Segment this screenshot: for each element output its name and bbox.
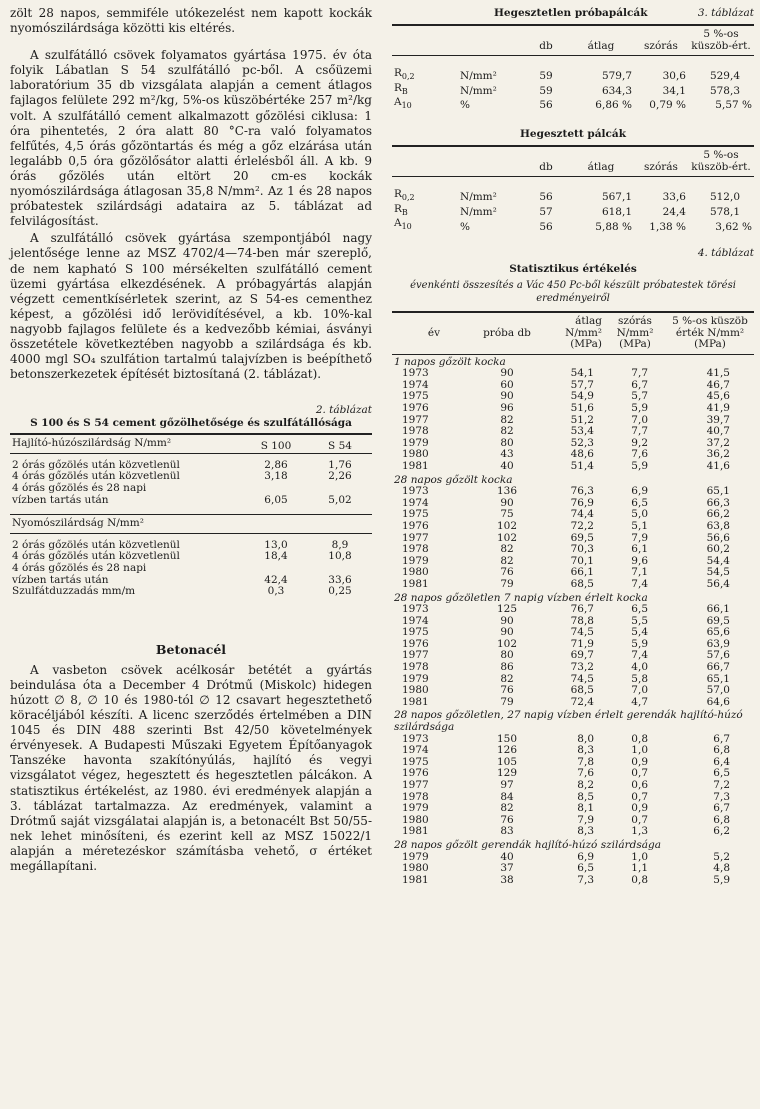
table-section-title: 28 napos gőzölt gerendák hajlító-húzó szilárdsága	[394, 838, 661, 851]
table-row: 1978 84 8,5 0,7 7,3	[402, 790, 730, 803]
table-row: 1981 79 68,5 7,4 56,4	[402, 577, 730, 590]
table-row: 1979 82 74,5 5,8 65,1	[402, 672, 730, 685]
table-section-title: 28 napos gőzöletlen, 27 napig vízben érlelt gerendák hajlító-húzó szilárdsága	[394, 709, 743, 734]
table-3b-body: db átlag szórás 5 %-os küszöb-ért. $R_{0,2}$ N/mm² 56 567,1 33,6 512,0 $R_B$ N/mm² 57 618,1 24,4 578,1 $A_{10}$ % 56 5,88 % 1,38 % 3,62 %	[392, 145, 754, 233]
table-row: 1974 126 8,3 1,0 6,8	[402, 744, 730, 757]
table-3a-title: Hegesztetlen próbapálcák	[494, 7, 648, 19]
section-heading-betonacel: Betonacél	[155, 641, 227, 657]
table-row: 1978 82 70,3 6,1 60,2	[402, 543, 730, 556]
table-row: 1975 105 7,8 0,9 6,4	[402, 755, 730, 768]
table-row: 1975 75 74,4 5,0 66,2	[402, 508, 730, 521]
table-2-header-bending: Hajlító-húzószilárdság N/mm²	[12, 437, 172, 450]
table-row: 1979 82 70,1 9,6 54,4	[402, 554, 730, 567]
table-row: 1981 40 51,4 5,9 41,6	[402, 459, 730, 472]
table-2-title: S 100 és S 54 cement gőzölhetősége és szulfátállósága	[30, 417, 352, 430]
table-row: 1980 37 6,5 1,1 4,8	[402, 862, 730, 875]
table-row: 1974 60 57,7 6,7 46,7	[402, 378, 730, 391]
table-4-title: Statisztikus értékelés	[509, 263, 637, 276]
table-row: $R_{0,2}$ N/mm² 59 579,7 30,6 529,4	[394, 67, 740, 83]
table-row: 1981 79 72,4 4,7 64,6	[402, 695, 730, 708]
table-4	[392, 247, 754, 886]
table-section-title: 28 napos gőzölt kocka	[394, 473, 513, 486]
table-row: 1973 150 8,0 0,8 6,7	[402, 732, 730, 745]
table-3	[392, 7, 754, 233]
table-row: 1975 90 54,9 5,7 45,6	[402, 390, 730, 403]
table-row: 1974 90 76,9 6,5 66,3	[402, 496, 730, 509]
table-4-subtitle: évenkénti összesítés a Vác 450 Pc-ből készült próbatestek törési eredményeiről	[410, 280, 736, 304]
table-4-body: év próba db átlag N/mm² (MPa) szórás N/mm² (MPa) 5 %-os küszöb érték N/mm² (MPa) 1 napos gőzölt kocka 1973 90 54,1 7,7 41,5 1974 60 57,7 6,7 46,7 1975 90 54,9 5,7 45,6 1976 96 51,6 5,9 41,9 1977 82 51,2 7,0 39,7 1978 82 53,4 7,7 40,7 1979 80 52,3 9,2 37,2 1980 43 48,6 7,6 36,2 1981 40 51,4 5,9 41,6 28 napos gőzölt kocka 1973 136 76,3 6,9 65,1 1974 90 76,9 6,5 66,3 1975 75 74,4 5,0 66,2 1976 102 72,2 5,1 63,8 1977 102 69,5 7,9 56,6 1978 82 70,3 6,1 60,2 1979 82 70,1 9,6 54,4 1980 76 66,1 7,1 54,5 1981 79 68,5 7,4 56,4 28 napos gőzöletlen 7 napig vízben érlelt kocka 1973 125 76,7 6,5 66,1 1974 90 78,8 5,5 69,5 1975 90 74,5 5,4 65,6 1976 102 71,9 5,9 63,9 1977 80 69,7 7,4 57,6 1978 86 73,2 4,0 66,7 1979 82 74,5 5,8 65,1 1980 76 68,5 7,0 57,0 1981 79 72,4 4,7 64,6 28 napos gőzöletlen, 27 napig vízben érlelt gerendák hajlító-húzó szilárdsága 1973 150 8,0 0,8 6,7 1974 126 8,3 1,0 6,8 1975 105 7,8 0,9 6,4 1976 129 7,6 0,7 6,5 1977 97 8,2 0,6 7,2 1978 84 8,5 0,7 7,3 1979 82 8,1 0,9 6,7 1980 76 7,9 0,7 6,8 1981 83 8,3 1,3 6,2 28 napos gőzölt gerendák hajlító-húzó szilárdsága 1979 40 6,9 1,0 5,2 1980 37 6,5 1,1 4,8 1981 38 7,3 0,8 5,9	[392, 311, 754, 886]
table-row: 2 órás gőzölés után közvetlenül 2,86 1,76	[12, 458, 352, 471]
table-row: 4 órás gőzölés és 28 napi vízben tartás után 42,4 33,6	[12, 562, 352, 586]
table-2-col-s54: S 54	[328, 440, 352, 453]
paragraph-szulfat: A szulfátálló csövek folyamatos gyártása 1975. év óta folyik Lábatlan S 54 szulfátálló pc-ből. A csőüzemi laboratórium 35 db vizsgálata alapján a cement átlagos fajlagos felülete 292 m²/kg, 5%-os küszöbértéke 257 m²/kg volt. A szulfátálló cement alkalmazott gőzölési ciklusa: 1 óra pihentetés, 2 óra alatt 80 °C-ra való folyamatos felfűtés, 4,5 órás gőzöntartás és még a gőz elzárása után legalább 0,5 óra gőzölősátor alatti érlelésből áll. A kb. 9 órás gőzölés után eltört 20 cm-es kockák nyomószilárdsága átlagosan 35,8 N/mm². Az 1 és 28 napos próbatestek szilárdsági adataira az 5. táblázat ad felvilágosítást.	[10, 48, 372, 229]
table-row: $R_B$ N/mm² 57 618,1 24,4 578,1	[394, 202, 740, 218]
table-row: 1979 80 52,3 9,2 37,2	[402, 436, 730, 449]
table-row: 1977 102 69,5 7,9 56,6	[402, 531, 730, 544]
table-row: 1976 102 71,9 5,9 63,9	[402, 637, 730, 650]
table-row: 1980 76 68,5 7,0 57,0	[402, 684, 730, 697]
table-row: 1974 90 78,8 5,5 69,5	[402, 614, 730, 627]
table-row: 1976 96 51,6 5,9 41,9	[402, 402, 730, 414]
table-2-header-compressive: Nyomószilárdság N/mm²	[12, 517, 144, 530]
table-row: 1978 82 53,4 7,7 40,7	[402, 425, 730, 438]
table-4-number: 4. táblázat	[697, 247, 754, 260]
table-3a-body: db átlag szórás 5 %-os küszöb-ért. $R_{0,2}$ N/mm² 59 579,7 30,6 529,4 $R_B$ N/mm² 59 634,3 34,1 578,3 $A_{10}$ % 56 6,86 % 0,79 % 5,57 %	[392, 24, 754, 112]
table-row: 1980 76 66,1 7,1 54,5	[402, 566, 730, 579]
table-section-title: 28 napos gőzöletlen 7 napig vízben érlelt kocka	[394, 591, 648, 604]
table-3-number: 3. táblázat	[697, 7, 754, 19]
table-row: 1976 129 7,6 0,7 6,5	[402, 767, 730, 780]
table-2-number: 2. táblázat	[315, 404, 372, 417]
table-2-col-s100: S 100	[260, 440, 292, 453]
paragraph-intro: zölt 28 napos, semmiféle utókezelést nem kapott kockák nyomószilárdsága közötti kis eltérés.	[10, 6, 372, 36]
table-2-body	[10, 433, 372, 598]
table-row: 4 órás gőzölés és 28 napi vízben tartás után 6,05 5,02	[12, 482, 352, 506]
paragraph-betonacel: A vasbeton csövek acélkosár betétét a gyártás beindulása óta a December 4 Drótmű (Miskolc) hidegen húzott ∅ 8, ∅ 10 és 1980-tól ∅ 12 csavart hegesztethető köracéljából készíti. A licenc szerződés értelmében a DIN 1045 és DIN 488 szerinti Bst 42/50 követelmények érvényesek. A Budapesti Műszaki Egyetem Építőanyagok Tanszéke havonta szakítónyúlás, hajlító és vegyi vizsgálatot végez, hegesztett és hegesztetlen pálcákon. A statisztikus értékelést, az 1980. évi eredmények alapján a 3. táblázat tartalmazza. Az eredmények, valamint a Drótmű saját vizsgálatai alapján is, a betonacélt Bst 50/55-nek lehet minősíteni, és ezerint kell az MSZ 15022/1 alapján a méretezéskor számításba vehető, σ értéket megállapítani.	[10, 662, 372, 873]
table-row: 1977 80 69,7 7,4 57,6	[402, 649, 730, 662]
table-row: 4 órás gőzölés után közvetlenül 18,4 10,8	[12, 550, 352, 563]
left-column	[10, 0, 372, 874]
table-row: $R_{0,2}$ N/mm² 56 567,1 33,6 512,0	[394, 188, 740, 204]
table-row: 1981 83 8,3 1,3 6,2	[402, 825, 730, 838]
paragraph-s100: A szulfátálló csövek gyártása szempontjából nagy jelentősége lenne az MSZ 4702/4—74-ben már szereplő, de nem kapható S 100 mérsékelten szulfátálló cement üzemi gyártása elkezdésének. A próbagyártás alapján végzett cementkísérletek szerint, az S 54-es cementhez képest, a gőzölési idő lerövidítésével, a kb. 10%-kal nagyobb fajlagos felülete és a kedvezőbb kémiai, ásványi összetétele következtében nagyobb a szilárdsága és kb. 4000 mgl SO₄ szulfátion tartalmú talajvízben is beépíthető betonszerkezetek építését biztosítaná (2. táblázat).	[10, 231, 372, 382]
table-row: 1980 76 7,9 0,7 6,8	[402, 813, 730, 826]
table-row: 1979 40 6,9 1,0 5,2	[402, 850, 730, 863]
table-row: 1979 82 8,1 0,9 6,7	[402, 802, 730, 815]
table-row: $A_{10}$ % 56 6,86 % 0,79 % 5,57 %	[394, 96, 752, 112]
table-row: 1981 38 7,3 0,8 5,9	[402, 873, 730, 886]
table-row: 1973 125 76,7 6,5 66,1	[402, 603, 730, 616]
table-row: 1973 90 54,1 7,7 41,5	[402, 367, 730, 380]
table-row: $R_B$ N/mm² 59 634,3 34,1 578,3	[394, 81, 740, 97]
table-row: $A_{10}$ % 56 5,88 % 1,38 % 3,62 %	[394, 217, 752, 233]
table-row: 1980 43 48,6 7,6 36,2	[402, 448, 730, 461]
table-row: 1975 90 74,5 5,4 65,6	[402, 626, 730, 639]
table-row: 1977 82 51,2 7,0 39,7	[402, 413, 730, 426]
table-row: 2 órás gőzölés után közvetlenül 13,0 8,9	[12, 538, 349, 551]
table-row: 4 órás gőzölés után közvetlenül 3,18 2,26	[12, 470, 352, 483]
table-row: Szulfátduzzadás mm/m 0,3 0,25	[12, 585, 352, 598]
table-row: 1978 86 73,2 4,0 66,7	[402, 661, 730, 674]
table-row: 1976 102 72,2 5,1 63,8	[402, 519, 730, 532]
table-section-title: 1 napos gőzölt kocka	[394, 355, 506, 368]
right-column	[392, 0, 754, 886]
table-2	[10, 404, 372, 598]
table-row: 1973 136 76,3 6,9 65,1	[402, 485, 730, 498]
table-row: 1977 97 8,2 0,6 7,2	[402, 779, 730, 791]
table-3b-title: Hegesztett pálcák	[520, 128, 626, 141]
